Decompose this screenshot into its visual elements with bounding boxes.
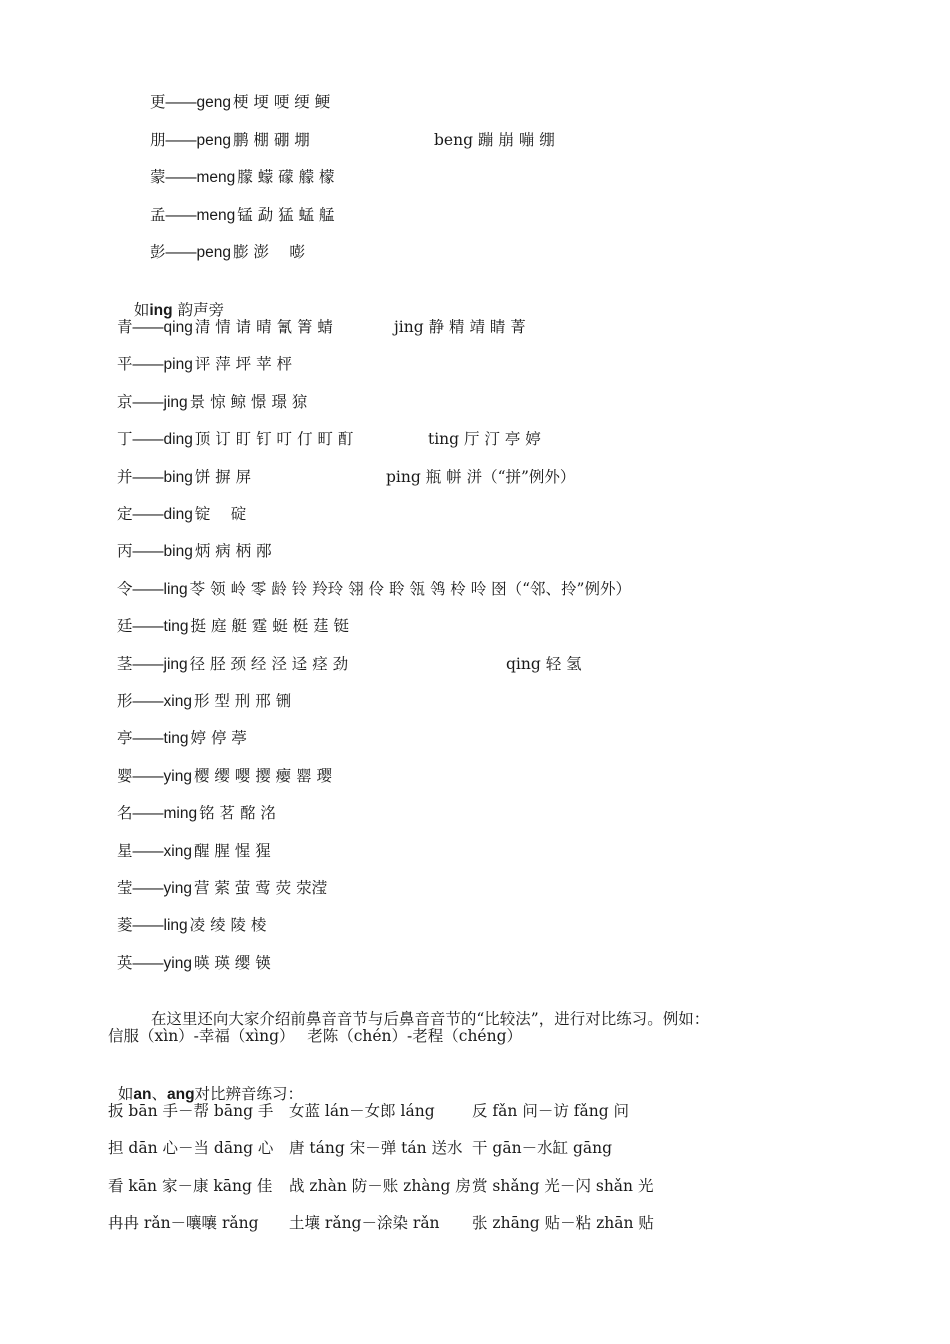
entry-extra: ting 厅 汀 亭 婷: [428, 430, 541, 449]
entry-row: [117, 541, 937, 562]
entry-key-char: 平: [117, 355, 133, 374]
dash-separator: ——: [132, 506, 164, 523]
dash-separator: ——: [132, 431, 164, 449]
entry-pinyin: bing: [163, 543, 193, 561]
entry-key-char: 星: [117, 841, 133, 860]
entry-key-char: 婴: [117, 766, 133, 785]
entry-key-char: 廷: [117, 617, 133, 636]
pair-cell: 张 zhāng 贴－粘 zhān 贴: [472, 1214, 654, 1233]
pair-cell: 扳 bān 手－帮 bāng 手: [108, 1102, 274, 1120]
dash-separator: ——: [132, 655, 164, 673]
dash-separator: ——: [132, 954, 164, 972]
entry-pinyin: ling: [163, 917, 188, 935]
entry-key-char: 青: [117, 318, 133, 336]
entry-key-char: 形: [117, 692, 133, 710]
dash-separator: ——: [132, 730, 164, 748]
entry-key-char: 名: [117, 804, 133, 823]
entry-chars: 苓 领 岭 零 龄 铃 羚玲 翎 伶 聆 瓴 鸰 柃 呤 囹（“邻、拎”例外）: [189, 579, 631, 598]
entry-key-char: 京: [117, 392, 133, 411]
pair-cell: 赏 shǎng 光－闪 shǎn 光: [472, 1176, 654, 1195]
entry-chars: 顶 订 盯 钉 叮 仃 町 酊: [194, 430, 354, 449]
entry-pinyin: ping: [163, 356, 193, 374]
dash-separator: ——: [165, 206, 197, 224]
entry-chars: 景 惊 鲸 憬 璟 猄: [189, 392, 308, 411]
entry-row: [117, 429, 937, 450]
entry-row: [117, 691, 937, 712]
entry-key-char: 丁: [117, 430, 133, 449]
entry-chars: 鹏 棚 硼 堋: [233, 130, 310, 149]
entry-chars: 饼 摒 屏: [194, 467, 252, 486]
entry-pinyin: meng: [196, 206, 236, 224]
ing-heading-suffix: 韵声旁: [177, 301, 225, 319]
entry-row: [117, 467, 937, 488]
dash-separator: ——: [132, 618, 164, 636]
entry-extra: qing 轻 氢: [506, 654, 582, 673]
entry-chars: 锭 碇: [194, 505, 247, 523]
dash-separator: ——: [132, 917, 164, 935]
entry-chars: 朦 蠓 礞 艨 檬: [237, 168, 335, 186]
intro-after: ，进行对比练习。例如：: [538, 1010, 710, 1028]
entry-chars: 婷 停 葶: [190, 729, 247, 748]
entry-chars: 樱 缨 嘤 撄 瘿 罂 璎: [193, 766, 333, 785]
dash-separator: ——: [132, 693, 164, 710]
intro-paragraph: [141, 989, 709, 1029]
entry-extra: ping 瓶 帡 洴（“拼”例外）: [386, 467, 576, 486]
entry-chars: 营 萦 萤 莺 荧 荥滢: [193, 879, 328, 897]
entry-pinyin: xing: [163, 693, 192, 710]
entry-pinyin: ming: [163, 805, 198, 823]
dash-separator: ——: [132, 319, 164, 336]
entry-row: [117, 953, 937, 974]
dash-separator: ——: [132, 880, 164, 897]
entry-key-char: 英: [117, 953, 133, 972]
entry-extra: jing 静 精 靖 睛 菁: [394, 318, 526, 336]
entry-row: [150, 242, 950, 263]
pair-cell: 看 kān 家－康 kāng 佳: [108, 1176, 273, 1195]
ing-heading-bold: ing: [149, 302, 173, 319]
entry-pinyin: geng: [196, 94, 231, 111]
dash-separator: ——: [165, 169, 197, 186]
pair-cell: 女蓝 lán－女郎 láng: [289, 1102, 435, 1120]
entry-row: [117, 654, 937, 675]
dash-separator: ——: [132, 767, 164, 785]
entry-row: [117, 317, 937, 338]
entry-chars: 径 胫 颈 经 泾 迳 痉 劲: [189, 654, 349, 673]
entry-row: [117, 504, 937, 525]
entry-row: [117, 354, 937, 375]
entry-pinyin: ding: [163, 506, 193, 523]
dash-separator: ——: [132, 468, 164, 486]
dash-separator: ——: [132, 842, 164, 860]
entry-row: [117, 579, 937, 600]
entry-chars: 膨 澎 嘭: [233, 243, 305, 261]
entry-pinyin: xing: [163, 842, 192, 860]
pair-cell: 土壤 rǎng－涂染 rǎn: [289, 1214, 440, 1233]
entry-row: [117, 392, 937, 413]
an-heading-suffix: 对比辨音练习：: [194, 1085, 304, 1103]
entry-key-char: 令: [117, 579, 133, 598]
entry-pinyin: ting: [163, 618, 189, 636]
entry-key-char: 更: [150, 93, 166, 111]
entry-key-char: 亭: [117, 729, 133, 748]
dash-separator: ——: [132, 805, 164, 823]
entry-key-char: 孟: [150, 205, 166, 224]
example-line: 信服（xìn）-幸福（xìng） 老陈（chén）-老程（chéng）: [108, 1027, 522, 1045]
an-ang-heading: [108, 1064, 303, 1105]
entry-chars: 挺 庭 艇 霆 蜓 梃 莛 铤: [190, 617, 350, 636]
dash-separator: ——: [132, 580, 164, 598]
an-heading-bold-an: an: [133, 1086, 152, 1103]
ing-heading: [124, 280, 224, 321]
entry-row: [117, 616, 937, 637]
entry-row: [117, 766, 937, 787]
entry-row: [117, 728, 937, 749]
entry-row: [150, 130, 950, 151]
entry-key-char: 茎: [117, 654, 133, 673]
entry-key-char: 丙: [117, 542, 133, 561]
entry-pinyin: peng: [196, 244, 231, 261]
entry-key-char: 蒙: [150, 168, 166, 186]
entry-pinyin: jing: [163, 655, 188, 673]
entry-row: [150, 92, 950, 113]
entry-row: [117, 878, 937, 899]
entry-pinyin: qing: [163, 319, 193, 336]
entry-pinyin: bing: [163, 468, 193, 486]
entry-pinyin: meng: [196, 169, 236, 186]
entry-chars: 清 情 请 晴 氰 箐 蜻: [194, 318, 333, 336]
entry-key-char: 菱: [117, 916, 133, 935]
ing-heading-prefix: 如: [133, 301, 150, 319]
entry-key-char: 莹: [117, 879, 133, 897]
entry-pinyin: jing: [163, 393, 188, 411]
entry-row: [150, 205, 950, 226]
dash-separator: ——: [165, 131, 197, 149]
intro-quote: “比较法”: [476, 1010, 539, 1028]
entry-pinyin: peng: [196, 131, 231, 149]
entry-pinyin: ying: [163, 880, 192, 897]
entry-key-char: 朋: [150, 130, 166, 149]
entry-pinyin: ying: [163, 954, 192, 972]
pair-cell: 反 fǎn 问－访 fǎng 问: [472, 1102, 630, 1120]
dash-separator: ——: [132, 356, 164, 374]
entry-chars: 形 型 刑 邢 铏: [193, 692, 292, 710]
entry-pinyin: ying: [163, 767, 192, 785]
entry-extra: beng 蹦 崩 嘣 绷: [434, 130, 555, 149]
entry-chars: 铭 茗 酩 洺: [199, 804, 276, 823]
entry-pinyin: ling: [163, 580, 188, 598]
pair-cell: 战 zhàn 防－账 zhàng 房: [289, 1176, 471, 1195]
an-heading-bold-ang: ang: [166, 1086, 195, 1103]
entry-row: [150, 167, 950, 188]
dash-separator: ——: [165, 94, 197, 111]
entry-row: [117, 915, 937, 936]
entry-chars: 凌 绫 陵 棱: [189, 916, 267, 935]
pair-cell: 干 gān－水缸 gāng: [472, 1139, 613, 1158]
an-heading-prefix: 如: [117, 1085, 134, 1103]
entry-pinyin: ting: [163, 730, 189, 748]
entry-key-char: 并: [117, 467, 133, 486]
pair-cell: 唐 táng 宋－弹 tán 送水: [289, 1139, 463, 1158]
entry-pinyin: ding: [163, 431, 193, 449]
entry-chars: 锰 勐 猛 蜢 艋: [237, 205, 335, 224]
entry-key-char: 彭: [150, 243, 166, 261]
dash-separator: ——: [132, 543, 164, 561]
entry-row: [117, 803, 937, 824]
entry-chars: 暎 瑛 缨 锳: [193, 953, 271, 972]
entry-chars: 醒 腥 惺 猩: [193, 841, 271, 860]
entry-chars: 炳 病 柄 邴: [194, 542, 272, 561]
entry-row: [117, 841, 937, 862]
pair-cell: 冉冉 rǎn－嚷嚷 rǎng: [108, 1214, 259, 1233]
entry-chars: 评 萍 坪 苹 枰: [194, 355, 293, 374]
an-heading-sep: 、: [151, 1085, 167, 1103]
entry-chars: 梗 埂 哽 绠 鲠: [233, 93, 331, 111]
pair-cell: 担 dān 心－当 dāng 心: [108, 1139, 274, 1158]
intro-before: 在这里还向大家介绍前鼻音音节与后鼻音音节的: [150, 1010, 477, 1028]
dash-separator: ——: [165, 244, 197, 261]
dash-separator: ——: [132, 393, 164, 411]
entry-key-char: 定: [117, 505, 133, 523]
